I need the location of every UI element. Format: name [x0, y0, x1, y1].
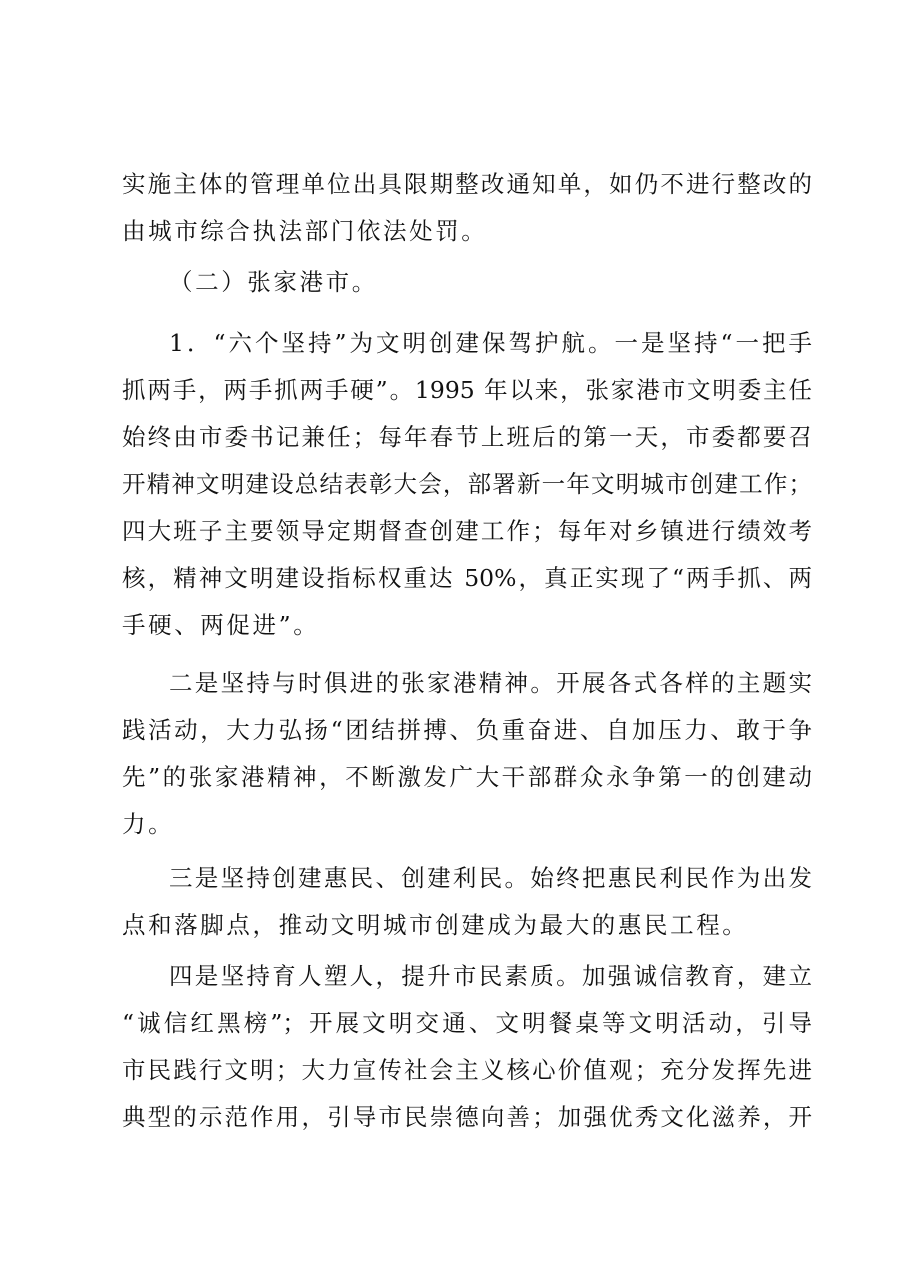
- text-line: 践活动，大力弘扬“团结拼搏、负重奋进、自加压力、敢于争: [122, 716, 812, 744]
- text-line: 1．“六个坚持”为文明创建保驾护航。一是坚持“一把手: [169, 329, 812, 357]
- paragraph-fourth-persistence: [122, 953, 812, 1141]
- text-line: 实施主体的管理单位出具限期整改通知单，如仍不进行整改的: [122, 170, 812, 198]
- text-line: 先”的张家港精神，不断激发广大干部群众永争第一的创建动: [122, 763, 812, 791]
- text-line: 市民践行文明；大力宣传社会主义核心价值观；充分发挥先进: [122, 1056, 812, 1084]
- text-line: 由城市综合执法部门依法处罚。: [122, 217, 488, 245]
- text-line: 力。: [122, 810, 175, 838]
- section-heading-zhangjiagang: [122, 259, 812, 306]
- paragraph-third-persistence: [122, 855, 812, 949]
- text-line: 二是坚持与时俱进的张家港精神。开展各式各样的主题实: [169, 669, 812, 697]
- text-line: 三是坚持创建惠民、创建利民。始终把惠民利民作为出发: [169, 864, 812, 892]
- section-heading: （二）张家港市。: [169, 268, 378, 296]
- text-line: 四是坚持育人塑人，提升市民素质。加强诚信教育，建立: [169, 962, 812, 990]
- text-line: 手硬、两促进”。: [122, 611, 320, 639]
- text-line: 开精神文明建设总结表彰大会，部署新一年文明城市创建工作；: [122, 470, 812, 498]
- text-line: 始终由市委书记兼任；每年春节上班后的第一天，市委都要召: [122, 423, 812, 451]
- text-line: 典型的示范作用，引导市民崇德向善；加强优秀文化滋养，开: [122, 1103, 812, 1131]
- text-line: 四大班子主要领导定期督查创建工作；每年对乡镇进行绩效考: [122, 517, 812, 545]
- text-line: 点和落脚点，推动文明城市创建成为最大的惠民工程。: [122, 911, 749, 939]
- text-line: “诚信红黑榜”；开展文明交通、文明餐桌等文明活动，引导: [122, 1009, 812, 1037]
- paragraph-rectification: [122, 161, 812, 255]
- paragraph-six-persistences: [122, 320, 812, 649]
- paragraph-second-persistence: [122, 660, 812, 848]
- text-line: 抓两手，两手抓两手硬”。1995 年以来，张家港市文明委主任: [122, 376, 812, 404]
- text-line: 核，精神文明建设指标权重达 50%，真正实现了“两手抓、两: [122, 564, 812, 592]
